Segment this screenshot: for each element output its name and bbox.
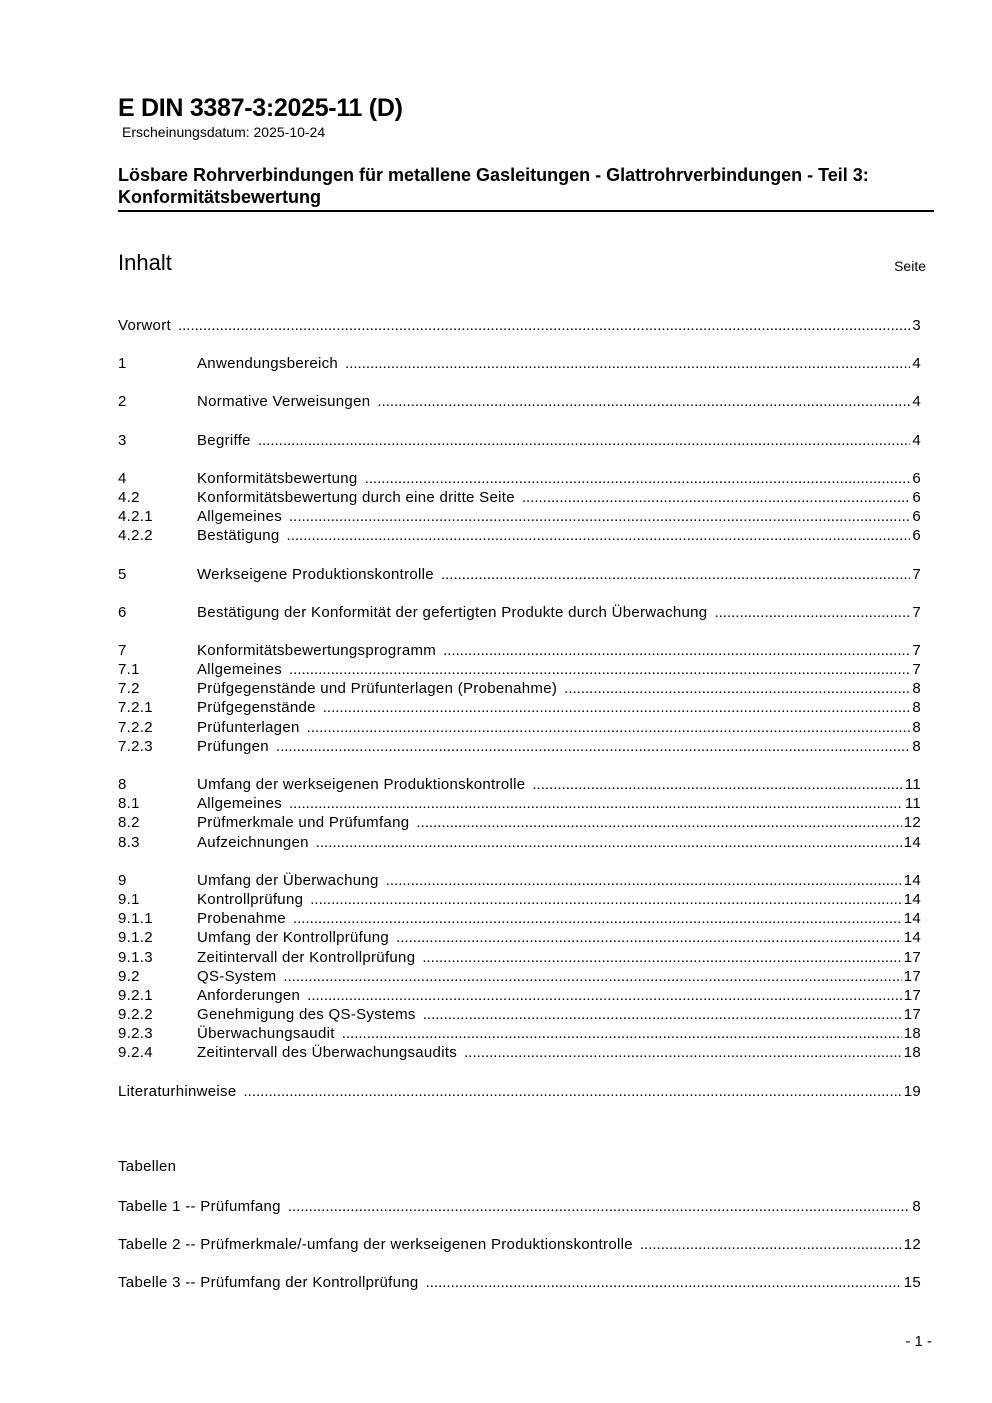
toc-entry-label: Aufzeichnungen: [197, 833, 309, 851]
toc-leader: [365, 469, 911, 488]
toc-entry-page: 14: [903, 890, 921, 908]
toc-entry-number: 8.2: [118, 814, 140, 832]
toc-entry-label: Allgemeines: [197, 661, 283, 679]
toc-entry-number: 9.2.3: [118, 1025, 153, 1043]
toc-leader: [426, 1273, 902, 1292]
toc-entry[interactable]: [118, 488, 921, 507]
toc-entry-page: 4: [912, 393, 921, 411]
toc-entry-label: Zeitintervall der Kontrollprüfung: [197, 948, 416, 966]
toc-leader: [258, 431, 911, 450]
toc-entry-number: 2: [118, 393, 127, 411]
toc-leader: [178, 316, 910, 335]
toc-entry[interactable]: [118, 775, 921, 794]
tables-heading: Tabellen: [118, 1158, 177, 1175]
table-entry-label: Tabelle 2 -- Prüfmerkmale/-umfang der werkseigenen Produktionskontrolle: [118, 1236, 633, 1254]
page-column-label: Seite: [894, 258, 926, 274]
toc-entry[interactable]: [118, 316, 921, 335]
toc-entry[interactable]: [118, 794, 921, 813]
toc-entry-label: Literaturhinweise: [118, 1082, 237, 1100]
toc-entry[interactable]: [118, 967, 921, 986]
toc-entry-page: 4: [912, 431, 921, 449]
table-entry[interactable]: [118, 1235, 921, 1254]
toc-entry-label: Prüfmerkmale und Prüfumfang: [197, 814, 410, 832]
toc-leader: [416, 813, 901, 832]
toc-entry-label: Überwachungsaudit: [197, 1025, 335, 1043]
toc-entry[interactable]: [118, 890, 921, 909]
toc-entry[interactable]: [118, 833, 921, 852]
toc-entry-label: Allgemeines: [197, 795, 283, 813]
toc-entry[interactable]: [118, 431, 921, 450]
toc-entry-page: 8: [912, 718, 921, 736]
toc-entry-page: 6: [912, 508, 921, 526]
toc-entry-page: 6: [912, 469, 921, 487]
toc-entry-page: 18: [903, 1044, 921, 1062]
toc-entry-number: 9.1.1: [118, 910, 153, 928]
toc-entry[interactable]: [118, 986, 921, 1005]
toc-entry-label: Werkseigene Produktionskontrolle: [197, 565, 434, 583]
table-entry-page: 8: [912, 1198, 921, 1215]
toc-entry[interactable]: [118, 813, 921, 832]
toc-entry[interactable]: [118, 737, 921, 756]
toc-leader: [640, 1235, 902, 1254]
toc-leader: [714, 603, 910, 622]
toc-entry-page: 19: [903, 1082, 921, 1100]
toc-entry-page: 8: [912, 737, 921, 755]
toc-entry[interactable]: [118, 909, 921, 928]
toc-entry-label: Umfang der werkseigenen Produktionskontrolle: [197, 776, 526, 793]
toc-entry-number: 9.2.1: [118, 986, 153, 1004]
toc-entry-label: Anforderungen: [197, 986, 301, 1004]
toc-entry-label: Konformitätsbewertungsprogramm: [197, 641, 437, 659]
toc-entry-number: 7.2.3: [118, 737, 153, 755]
toc-leader: [288, 1197, 911, 1216]
toc-entry-page: 17: [903, 948, 921, 966]
toc-leader: [377, 392, 910, 411]
toc-heading: Inhalt: [118, 250, 172, 275]
toc-leader: [345, 354, 910, 373]
toc-entry[interactable]: [118, 1043, 921, 1062]
toc-entry[interactable]: [118, 469, 921, 488]
toc-entry-page: 14: [903, 833, 921, 851]
toc-entry-number: 5: [118, 565, 127, 583]
toc-entry-label: Bestätigung der Konformität der gefertigten Produkte durch Überwachung: [197, 603, 708, 621]
toc-entry-label: Prüfgegenstände: [197, 699, 316, 717]
toc-entry-page: 17: [903, 967, 921, 985]
toc-entry-page: 7: [912, 641, 921, 659]
toc-leader: [316, 833, 902, 852]
toc-entry-number: 9.2.2: [118, 1006, 153, 1024]
toc-entry-number: 8.1: [118, 795, 140, 813]
toc-entry[interactable]: [118, 660, 921, 679]
toc-entry-page: 6: [912, 488, 921, 506]
toc-entry-page: 7: [912, 565, 921, 583]
toc-entry[interactable]: [118, 641, 921, 660]
table-entry-page: 15: [903, 1274, 921, 1292]
toc-leader: [522, 488, 911, 507]
table-entry-label: Tabelle 3 -- Prüfumfang der Kontrollprüfung: [118, 1274, 419, 1292]
toc-entry-label: Umfang der Überwachung: [197, 871, 379, 889]
toc-leader: [289, 507, 910, 526]
toc-entry[interactable]: [118, 1082, 921, 1101]
toc-leader: [307, 718, 911, 737]
toc-entry-label: QS-System: [197, 967, 277, 985]
toc-entry-page: 18: [903, 1025, 921, 1043]
toc-entry[interactable]: [118, 603, 921, 622]
toc-leader: [396, 928, 902, 947]
toc-entry-label: Prüfunterlagen: [197, 718, 300, 736]
toc-entry-page: 7: [912, 603, 921, 621]
toc-entry-page: 6: [912, 527, 921, 545]
toc-leader: [244, 1082, 902, 1101]
list-of-tables: [118, 1197, 921, 1312]
toc-entry-page: 14: [903, 910, 921, 928]
toc-entry-number: 4: [118, 469, 127, 487]
toc-entry-number: 9.1: [118, 890, 140, 908]
toc-entry-page: 14: [903, 871, 921, 889]
document-id: E DIN 3387-3:2025-11 (D): [118, 94, 403, 122]
page-number: - 1 -: [905, 1333, 932, 1350]
toc-entry-number: 7.2.2: [118, 718, 153, 736]
toc-entry-label: Allgemeines: [197, 508, 283, 526]
toc-entry-label: Konformitätsbewertung durch eine dritte Seite: [197, 488, 515, 506]
toc-entry-page: 8: [912, 680, 921, 698]
table-entry-label: Tabelle 1 -- Prüfumfang: [118, 1198, 281, 1215]
toc-entry-number: 7.1: [118, 661, 140, 679]
toc-leader: [443, 641, 910, 660]
table-entry-page: 12: [903, 1236, 921, 1254]
toc-entry[interactable]: [118, 526, 921, 545]
toc-entry[interactable]: [118, 354, 921, 373]
table-of-contents: [118, 316, 921, 1101]
toc-entry-page: 8: [912, 699, 921, 717]
toc-entry-label: Genehmigung des QS-Systems: [197, 1006, 416, 1024]
toc-leader: [422, 948, 901, 967]
toc-entry[interactable]: [118, 871, 921, 890]
toc-entry[interactable]: [118, 392, 921, 411]
toc-entry-label: Prüfgegenstände und Prüfunterlagen (Probenahme): [197, 680, 558, 698]
toc-entry[interactable]: [118, 928, 921, 947]
toc-entry-number: 7.2.1: [118, 699, 153, 717]
toc-entry-number: 7: [118, 641, 127, 659]
toc-entry-number: 8.3: [118, 833, 140, 851]
toc-entry-number: 8: [118, 776, 127, 793]
toc-entry-number: 4.2.1: [118, 508, 153, 526]
toc-entry-number: 7.2: [118, 680, 140, 698]
toc-entry-number: 9.1.3: [118, 948, 153, 966]
toc-leader: [564, 679, 910, 698]
toc-leader: [283, 967, 901, 986]
toc-entry-page: 11: [904, 795, 921, 813]
toc-entry[interactable]: [118, 698, 921, 717]
toc-entry-page: 12: [903, 814, 921, 832]
toc-entry-page: 3: [912, 317, 921, 334]
toc-leader: [386, 871, 902, 890]
toc-entry-page: 17: [903, 986, 921, 1004]
document-title: Lösbare Rohrverbindungen für metallene Gasleitungen - Glattrohrverbindungen - Teil 3: Konformitätsbewertung: [118, 164, 934, 212]
toc-entry-page: 14: [903, 929, 921, 947]
toc-entry-number: 9.2.4: [118, 1044, 153, 1062]
toc-entry-label: Konformitätsbewertung: [197, 469, 358, 487]
toc-entry-number: 9: [118, 871, 127, 889]
toc-entry-number: 1: [118, 355, 127, 373]
toc-leader: [289, 660, 910, 679]
toc-leader: [532, 775, 902, 794]
toc-entry-label: Normative Verweisungen: [197, 393, 371, 411]
toc-entry[interactable]: [118, 1005, 921, 1024]
toc-leader: [323, 698, 911, 717]
toc-entry[interactable]: [118, 507, 921, 526]
toc-leader: [310, 890, 901, 909]
toc-leader: [464, 1043, 902, 1062]
toc-leader: [342, 1024, 902, 1043]
toc-entry-number: 6: [118, 603, 127, 621]
toc-entry-label: Begriffe: [197, 431, 251, 449]
toc-entry-number: 3: [118, 431, 127, 449]
toc-entry-label: Umfang der Kontrollprüfung: [197, 929, 390, 947]
toc-leader: [287, 526, 911, 545]
toc-entry-page: 4: [912, 355, 921, 373]
table-entry[interactable]: [118, 1197, 921, 1216]
toc-entry-label: Prüfungen: [197, 737, 269, 755]
toc-leader: [289, 794, 903, 813]
toc-leader: [293, 909, 902, 928]
toc-entry-number: 9.2: [118, 967, 140, 985]
toc-leader: [423, 1005, 902, 1024]
toc-entry-page: 17: [903, 1006, 921, 1024]
toc-entry-label: Bestätigung: [197, 527, 280, 545]
toc-entry-number: 4.2: [118, 488, 140, 506]
toc-entry-label: Vorwort: [118, 317, 171, 334]
toc-entry-number: 9.1.2: [118, 929, 153, 947]
toc-entry-label: Probenahme: [197, 910, 286, 928]
toc-entry-label: Anwendungsbereich: [197, 355, 339, 373]
toc-entry[interactable]: [118, 679, 921, 698]
toc-entry-number: 4.2.2: [118, 527, 153, 545]
toc-entry-label: Zeitintervall des Überwachungsaudits: [197, 1044, 458, 1062]
toc-entry-label: Kontrollprüfung: [197, 890, 304, 908]
publication-date: Erscheinungsdatum: 2025-10-24: [122, 124, 326, 140]
toc-leader: [276, 737, 910, 756]
toc-entry[interactable]: [118, 718, 921, 737]
table-entry[interactable]: [118, 1273, 921, 1292]
toc-leader: [307, 986, 902, 1005]
toc-entry[interactable]: [118, 948, 921, 967]
toc-entry-page: 11: [904, 776, 921, 793]
toc-entry-page: 7: [912, 661, 921, 679]
toc-entry[interactable]: [118, 1024, 921, 1043]
toc-entry[interactable]: [118, 565, 921, 584]
toc-leader: [441, 565, 910, 584]
